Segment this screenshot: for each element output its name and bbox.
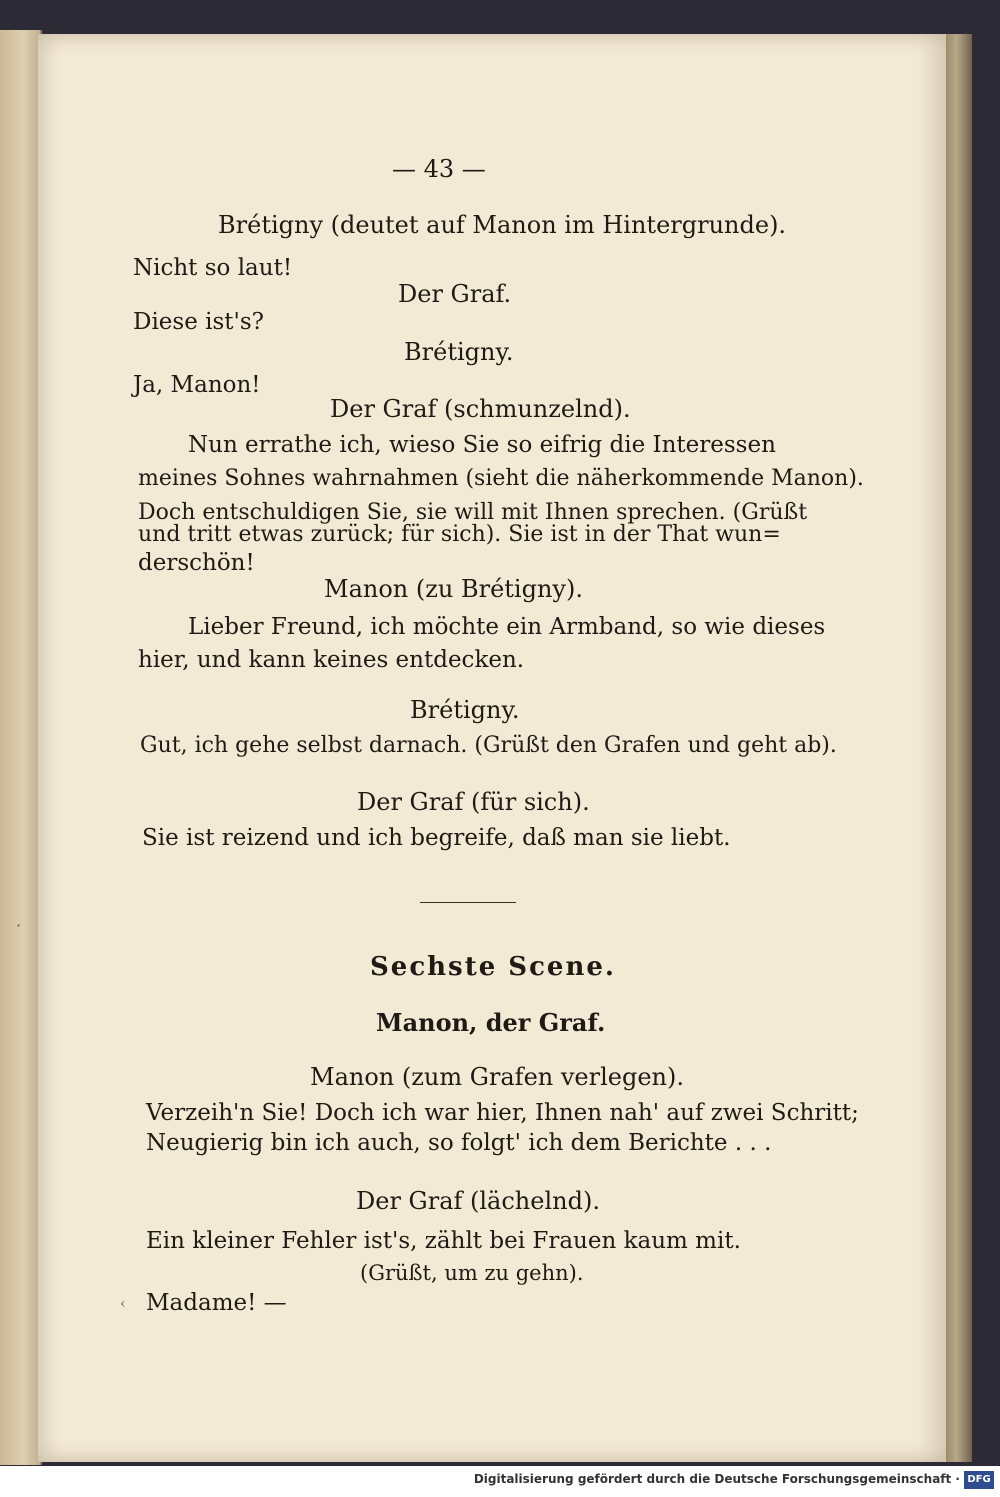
footer-bar xyxy=(0,1466,1000,1497)
speaker-heading: Der Graf (für sich). xyxy=(357,788,590,816)
text-line: Diese ist's? xyxy=(133,309,264,335)
text-line: Sie ist reizend und ich begreife, daß man sie liebt. xyxy=(142,825,731,851)
speaker-heading: Der Graf (schmunzelnd). xyxy=(330,395,631,423)
speaker-heading: Brétigny. xyxy=(404,338,514,366)
text-line: hier, und kann keines entdecken. xyxy=(138,647,525,673)
dfg-logo-icon: DFG xyxy=(964,1471,994,1489)
text-line: Gut, ich gehe selbst darnach. (Grüßt den Grafen und geht ab). xyxy=(140,733,837,758)
verse-line: Neugierig bin ich auch, so folgt' ich dem Berichte . . . xyxy=(146,1130,772,1156)
verse-line: Verzeih'n Sie! Doch ich war hier, Ihnen nah' auf zwei Schritt; xyxy=(146,1100,859,1126)
scene-characters: Manon, der Graf. xyxy=(376,1008,606,1037)
verse-line: Madame! — xyxy=(146,1290,287,1316)
page-number: — 43 — xyxy=(392,155,486,183)
text-line: Doch entschuldigen Sie, sie will mit Ihnen sprechen. (Grüßt xyxy=(138,500,808,525)
right-page-edge xyxy=(946,34,972,1462)
verse-line: Ein kleiner Fehler ist's, zählt bei Frauen kaum mit. xyxy=(146,1228,741,1254)
scene-divider xyxy=(420,902,516,903)
text-line: Ja, Manon! xyxy=(133,372,261,398)
margin-mark: ‹ xyxy=(120,1296,126,1312)
text-line: Nun errathe ich, wieso Sie so eifrig die Interessen xyxy=(188,432,776,458)
speaker-heading: Manon (zum Grafen verlegen). xyxy=(310,1063,684,1091)
speaker-heading: Manon (zu Brétigny). xyxy=(324,575,583,603)
text-line: meines Sohnes wahrnahmen (sieht die näherkommende Manon). xyxy=(138,466,864,491)
speaker-heading: Brétigny. xyxy=(410,696,520,724)
speaker-heading: Der Graf. xyxy=(398,280,512,308)
margin-mark: · xyxy=(16,916,22,935)
text-line: Lieber Freund, ich möchte ein Armband, so wie dieses xyxy=(188,614,826,640)
text-line: Nicht so laut! xyxy=(133,255,293,281)
scene-title: Sechste Scene. xyxy=(370,952,616,982)
stage-direction: (Grüßt, um zu gehn). xyxy=(360,1261,584,1285)
speaker-heading: Der Graf (lächelnd). xyxy=(356,1187,600,1215)
speaker-line: Brétigny (deutet auf Manon im Hintergrunde). xyxy=(218,211,787,239)
text-line: und tritt etwas zurück; für sich). Sie ist in der That wun= xyxy=(138,522,781,547)
footer-credit: Digitalisierung gefördert durch die Deutsche Forschungsgemeinschaft · xyxy=(473,1472,960,1486)
text-line: derschön! xyxy=(138,550,255,576)
left-page-edge xyxy=(0,30,42,1465)
